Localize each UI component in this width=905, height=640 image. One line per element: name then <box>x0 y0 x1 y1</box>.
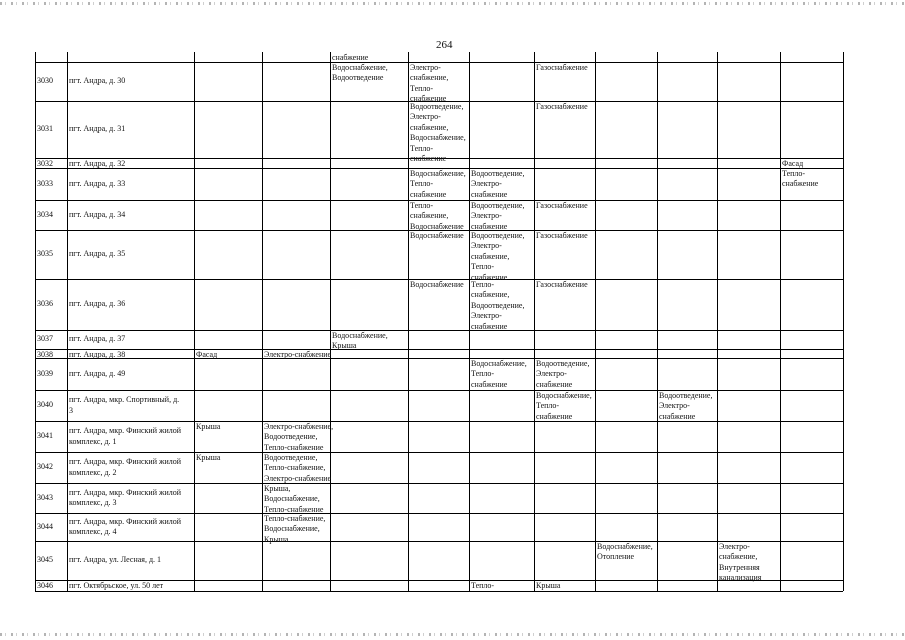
work-type-cell: Крыша <box>196 421 221 431</box>
work-type-cell: Водоснабжение <box>410 279 464 289</box>
address-cell: пгт. Андра, д. 34 <box>69 209 126 219</box>
row-number: 3040 <box>37 400 53 410</box>
row-number: 3036 <box>37 299 53 309</box>
work-type-cell: Водоснабжение, Тепло- снабжение <box>471 358 527 389</box>
row-number: 3038 <box>37 349 53 359</box>
address-cell: пгт. Андра, мкр. Финский жилой комплекс, д. 2 <box>69 457 182 477</box>
work-type-cell: Электро-снабжение <box>264 349 332 359</box>
address-cell: пгт. Андра, мкр. Финский жилой комплекс, д. 4 <box>69 516 182 536</box>
address-cell: пгт. Андра, ул. Лесная, д. 1 <box>69 555 162 565</box>
work-type-cell: Водоснабжение, Крыша <box>332 330 388 350</box>
work-type-cell: Водоотведение, Электро- снабжение <box>536 358 590 389</box>
row-number: 3037 <box>37 334 53 344</box>
row-number: 3045 <box>37 555 53 565</box>
work-type-cell: Газоснабжение <box>536 62 588 72</box>
work-type-cell: Крыша <box>536 580 561 590</box>
work-type-cell: Электро- снабжение, Внутренняя канализация <box>719 541 762 582</box>
work-type-cell: Электро- снабжение, Тепло- снабжение <box>410 62 449 103</box>
work-type-cell: снабжение <box>332 52 369 62</box>
work-type-cell: Водоотведение, Электро- снабжение <box>471 200 525 231</box>
work-type-cell: Тепло- <box>471 580 495 590</box>
row-number: 3042 <box>37 462 53 472</box>
row-number: 3041 <box>37 431 53 441</box>
address-cell: пгт. Андра, мкр. Спортивный, д. 3 <box>69 395 180 415</box>
address-cell: пгт. Андра, д. 31 <box>69 124 126 134</box>
work-type-cell: Водоснабжение, Тепло- снабжение <box>410 168 466 199</box>
work-type-cell: Фасад <box>782 158 804 168</box>
row-number: 3032 <box>37 158 53 168</box>
page-number: 264 <box>436 39 453 51</box>
work-type-cell: Водоотведение, Электро- снабжение, Водоснабжение, Тепло- снабжение <box>410 101 466 163</box>
scan-noise-bottom <box>0 633 905 636</box>
work-type-cell: Тепло- снабжение, Водоотведение, Электро- снабжение <box>471 279 525 331</box>
work-type-cell: Водоотведение, Электро- снабжение <box>471 168 525 199</box>
row-number: 3035 <box>37 249 53 259</box>
address-cell: пгт. Андра, д. 37 <box>69 334 126 344</box>
address-cell: пгт. Андра, д. 33 <box>69 178 126 188</box>
row-number: 3034 <box>37 209 53 219</box>
row-number: 3033 <box>37 178 53 188</box>
work-type-cell: Водоснабжение, Отопление <box>597 541 653 561</box>
work-type-cell: Газоснабжение <box>536 101 588 111</box>
row-number: 3039 <box>37 368 53 378</box>
work-type-cell: Газоснабжение <box>536 230 588 240</box>
work-type-cell: Тепло- снабжение <box>782 168 819 188</box>
address-cell: пгт. Октябрьское, ул. 50 лет <box>69 580 164 590</box>
work-type-cell: Крыша <box>196 452 221 462</box>
address-cell: пгт. Андра, д. 36 <box>69 299 126 309</box>
work-type-cell: Водоотведение, Электро- снабжение <box>659 390 713 421</box>
work-type-cell: Тепло-снабжение, Водоснабжение, Крыша <box>264 513 326 544</box>
row-number: 3044 <box>37 521 53 531</box>
row-number: 3031 <box>37 124 53 134</box>
address-cell: пгт. Андра, мкр. Финский жилой комплекс, д. 3 <box>69 487 182 507</box>
work-type-cell: Водоснабжение <box>410 230 464 240</box>
row-number: 3046 <box>37 580 53 590</box>
work-type-cell: Водоснабжение, Тепло- снабжение <box>536 390 592 421</box>
work-type-cell: Фасад <box>196 349 218 359</box>
address-cell: пгт. Андра, мкр. Финский жилой комплекс, д. 1 <box>69 426 182 446</box>
work-type-cell: Газоснабжение <box>536 200 588 210</box>
address-cell: пгт. Андра, д. 30 <box>69 76 126 86</box>
work-type-cell: Водоснабжение, Водоотведение <box>332 62 388 82</box>
work-type-cell: Крыша, Водоснабжение, Тепло-снабжение <box>264 483 324 514</box>
row-number: 3043 <box>37 492 53 502</box>
work-type-cell: Водоотведение, Тепло-снабжение, Электро-снабжение <box>264 452 332 483</box>
work-type-cell: Тепло- снабжение, Водоснабжение <box>410 200 464 231</box>
address-cell: пгт. Андра, д. 32 <box>69 158 126 168</box>
work-type-cell: Газоснабжение <box>536 279 588 289</box>
address-cell: пгт. Андра, д. 35 <box>69 249 126 259</box>
work-type-cell: Водоотведение, Электро- снабжение, Тепло- снабжение <box>471 230 525 282</box>
address-cell: пгт. Андра, д. 49 <box>69 368 126 378</box>
work-type-cell: Электро-снабжение, Водоотведение, Тепло-снабжение <box>264 421 334 452</box>
address-cell: пгт. Андра, д. 38 <box>69 349 126 359</box>
row-number: 3030 <box>37 76 53 86</box>
